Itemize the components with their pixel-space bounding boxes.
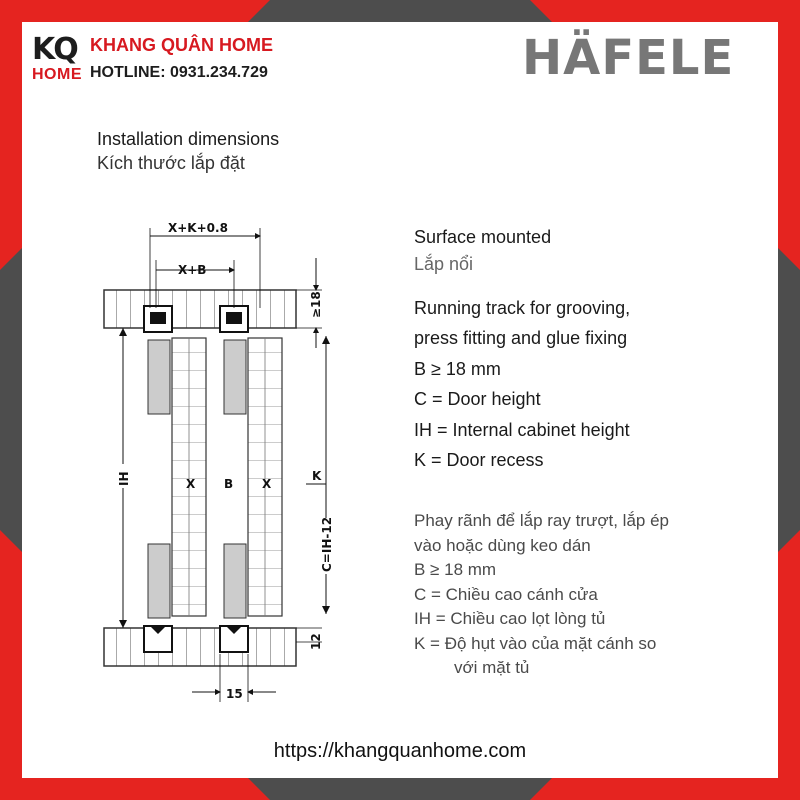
label-12: 12 bbox=[309, 633, 323, 650]
label-x-left: X bbox=[186, 477, 196, 491]
top-track-right bbox=[220, 306, 248, 332]
spec-line: K = Door recess bbox=[414, 450, 544, 470]
spec-line: press fitting and glue fixing bbox=[414, 328, 628, 348]
partner-logo: HÄFELE bbox=[522, 30, 735, 86]
spec-line: C = Door height bbox=[414, 389, 541, 409]
bottom-track-right bbox=[220, 626, 248, 652]
specs-vietnamese bbox=[414, 509, 774, 681]
spec-vi-line: IH = Chiều cao lọt lòng tủ bbox=[414, 609, 606, 628]
spec-vi-line: vào hoặc dùng keo dán bbox=[414, 535, 591, 555]
bottom-track-left bbox=[144, 626, 172, 652]
spec-line: IH = Internal cabinet height bbox=[414, 419, 630, 440]
content-panel bbox=[22, 22, 778, 778]
spec-line: Running track for grooving, bbox=[414, 297, 631, 318]
label-x-b: X+B bbox=[178, 263, 207, 277]
logo-home-text: HOME bbox=[32, 66, 82, 83]
page-title: Installation dimensions bbox=[97, 129, 280, 149]
label-x-right: X bbox=[262, 477, 272, 491]
label-ih: IH bbox=[117, 471, 131, 486]
website-link[interactable]: https://khangquanhome.com bbox=[273, 740, 527, 762]
bottom-panel bbox=[104, 628, 296, 666]
spec-vi-line: với mặt tủ bbox=[454, 658, 530, 677]
brand-logo bbox=[32, 32, 94, 84]
label-15: 15 bbox=[226, 687, 243, 701]
spec-vi-line: B ≥ 18 mm bbox=[414, 560, 497, 579]
spec-vi-line: C = Chiều cao cánh cửa bbox=[414, 584, 598, 604]
label-k: K bbox=[312, 469, 322, 483]
label-x-k-08: X+K+0.8 bbox=[168, 221, 228, 235]
top-panel bbox=[104, 290, 296, 328]
label-c: C=IH-12 bbox=[320, 516, 334, 572]
top-track-left bbox=[144, 306, 172, 332]
page-subtitle: Kích thước lắp đặt bbox=[97, 153, 245, 173]
hotline-text[interactable]: HOTLINE: 0931.234.729 bbox=[90, 64, 268, 81]
bottom-roller-left bbox=[148, 544, 170, 618]
spec-vi-line: Phay rãnh để lắp ray trượt, lắp ép bbox=[414, 511, 669, 530]
spec-line: B ≥ 18 mm bbox=[414, 358, 501, 379]
spec-vi-line: K = Độ hụt vào của mặt cánh so bbox=[414, 633, 657, 653]
top-roller-right bbox=[224, 340, 246, 414]
bottom-roller-right bbox=[224, 544, 246, 618]
specs-english bbox=[414, 222, 774, 476]
label-b: B bbox=[224, 477, 234, 491]
label-ge18: ≥18 bbox=[309, 291, 323, 318]
logo-letters: KQ bbox=[32, 32, 77, 67]
spec-heading: Surface mounted bbox=[414, 227, 552, 247]
installation-diagram bbox=[74, 208, 334, 708]
spec-heading-vi: Lắp nổi bbox=[414, 253, 474, 274]
top-roller-left bbox=[148, 340, 170, 414]
brand-name: KHANG QUÂN HOME bbox=[90, 35, 273, 55]
